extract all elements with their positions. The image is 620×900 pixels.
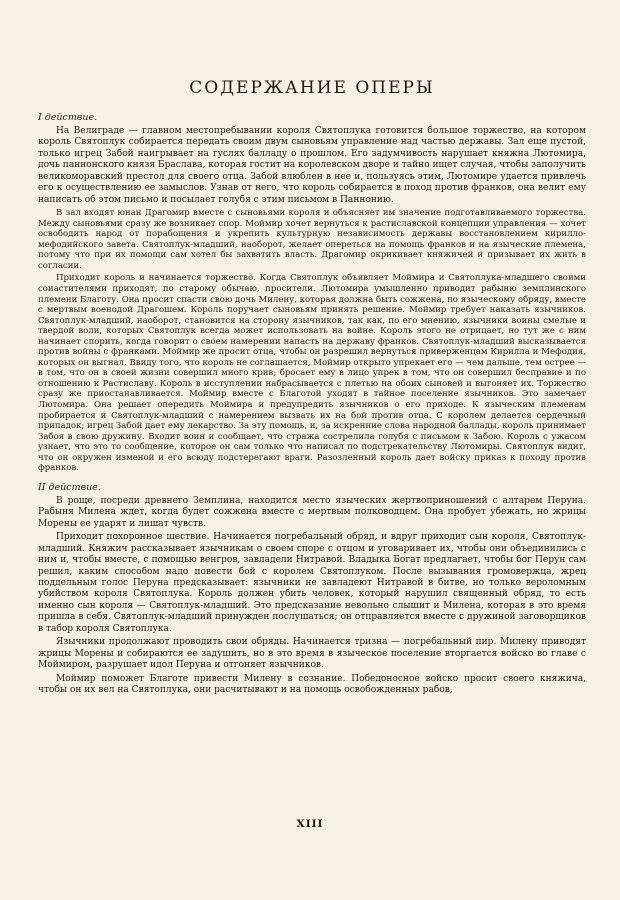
act-2-paragraph-4: Моймир поможет Благоте привести Милену в сознание. Победоносное войско просит своего княжича, чтобы он их вел на Святоплука, они расчитывают и на помощь освобожденных рабов, [38,673,586,696]
act-1-paragraph-3: Приходит король и начинается торжество. Когда Святоплук объявляет Моймира и Святоплука-младшего своими соиастителями приходят, по старому обычаю, просители. Лютомира умышленно приводит рабыню земплинского племени Благоту. Она просит спасти свою дочь Милену, которая должна быть сожжена, по языческому обряду, вместе с мертвым военодой Драгошем. Король поручает сыновьям принять решение. Моймир требует наказать язычников. Святоплук-младший, наоборот, становится на сторону язычников, так как, по его мнению, язычники воины смелые и твердой воли, которых Святоплук всегда может использовать на войне. Король этого не отрицает, но тут же с ним начинает спорить, когда говорит о своем намерении напасть на державу франков. Святоплук-младший высказывается против войны с франками. Моймир же просит отца, чтобы он разрешил вернуться приверженцам Кирилла и Мефодия, которых он выгнал. Ввиду того, что король не соглашается, Моймир открыто упрекает его — чем дальше, тем острее — в том, что он в своей жизни совершил много крив; бросает ему в лицо упрек в том, что он совершил бесправие и по отношению к Растиславу. Король в исступлении набрасывается с плетью на обоих сыновей и выгоняет их. Торжество сразу же приостанавливается. Моймир вместе с Благотой уходят в тайное поселение язычников. Это замечает Лютомира. Она решает опередить Моймира и предупредить язычников о его приходе. К языческим племенам пробирается и Святоплук-младший с намерением вызвать их на бой против отца. С королем делается сердечный припадок; игрец Забой дает ему лекарство. За эту помощь, и, за искренние слова народной баллады, король принимает Забоя в свою дружину. Входит воин и сообщает, что стража сострелила голубя с письмом к Забою. Король с ужасом узнает, что это то сообщение, которое он сам только что написал по подстрекательству Лютомиры. Святоплук видит, что он окружен изменой и его всюду подстерегают враги. Разозленный король дает войску приказ к походу против франков. [38,273,586,474]
act-1-heading: I действие. [38,112,98,123]
act-2-paragraph-1: В роще, посреди древнего Земплина, находится место языческих жертвоприношений с алтарем Перуна. Рабыня Милена ждет, когда будет сожжена вместе с мертвым полководцем. Она пробует убежать, но жрицы Морены ее ударят и лишат чувств. [38,495,586,529]
act-1-paragraph-2: В зал входят юнан Драгомир вместе с сыновьями короля и объясняет им значение подготавливаемого торжества. Между сыновьями сразу же возникает спор. Моймир хочет вернуться к растиславской концепции управления — хочет освободить народ от порабощения и укрепить культурную независимость державы восстановлением кирилло-мефодийского завета. Святоплук-младший, наоборот, желает опереться на помощь франков и на языческие племена, потому что при их помощи сам хотел бы захватить власть. Драгомир окрикивает княжичей и призывает их жить в согласии. [38,208,586,271]
act-2-section [38,482,586,697]
act-1-paragraph-1: На Велиграде — главном местопребывании короля Святоплука готовится большое торжество, на котором король Святоплук собирается передать своим двум сыновьям управление над частью державы. Зал еще пустой, только игрец Забой наигрывает на гуслях балладу о прошлом. Его задумчивость нарушает княжна Лютомира, дочь паннонского князя Браслава, которая гостит на королевском дворе и тайно ищет случая, чтобы заполучить великоморавский престол для своего отца. Забой влюблен в нее и, пользуясь этим, Лютомире удается привлечь его к осуществлению ее замыслов. Узнав от него, что король собирается в поход против франков, она велит ему написать об этом письмо и посылает голубя с этим письмом в Паннонию. [38,126,586,205]
act-2-paragraph-3: Язычники продолжают проводить свои обряды. Начинается тризна — погребальный пир. Милену приводят жрицы Морены и собираются ее задушить, но в это время в языческое поселение вторгается войско во главе с Моймиром, разрушает идол Перуна и отгоняет язычников. [38,637,586,671]
act-2-heading: II действие. [38,481,101,493]
act-2-paragraph-2: Приходит похоронное шествие. Начинается погребальный обряд, и вдруг приходит сын короля, Святоплук-младший. Княжич рассказывает язычникам о своем споре с отцом и уговаривает их, чтобы они объединились с ним и, чтобы вместе, с помощью венгров, завладели Нитравой. Владыка Богат предлагает, чтобы бог Перун сам решил, каким способом надо повести бой с королем Святоплуком. После вызывания громовержца, жрец поддельным голос Перуна предсказывает: язычники не завладеют Нитравой в битве, но только вероломным убийством короля Святоплука. Король должен убить человек, который нарушил священный обряд, то есть именно сын короля — Святоплук-младший. Это предсказание невольно слышит и Милена, которая в это время пришла в себя. Святоплук-младший принужден послушаться; он отправляется вместе с дружиной заговорщиков в табор короля Святоплука. [38,532,586,634]
act-1-section [38,112,586,474]
document-page [38,78,586,705]
page-number: XIII [296,818,324,830]
page-title: СОДЕРЖАНИЕ ОПЕРЫ [189,78,435,98]
